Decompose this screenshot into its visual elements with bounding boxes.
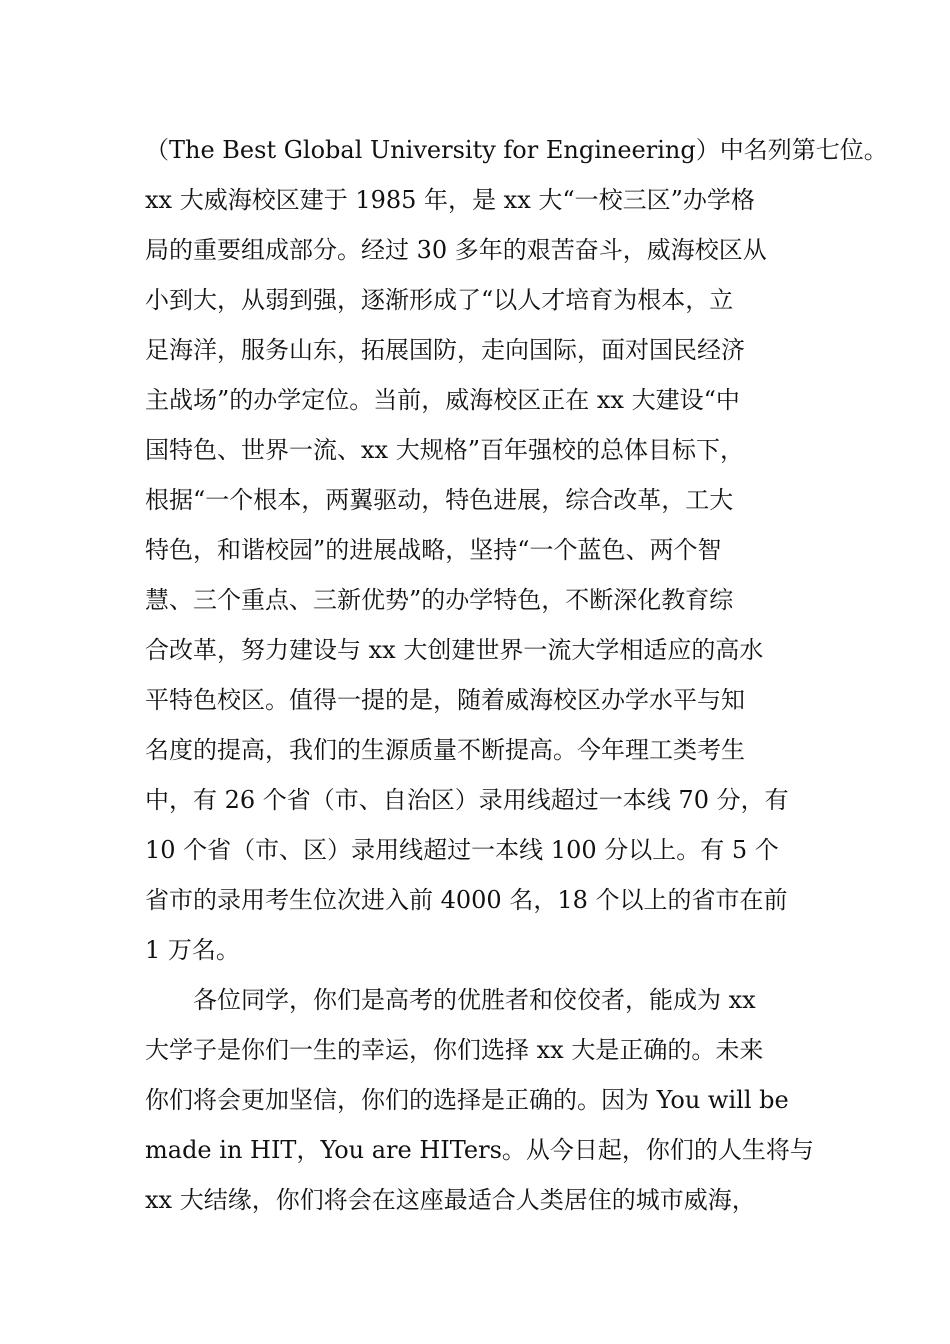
text-line: 中，有 26 个省（市、自治区）录用线超过一本线 70 分，有 [145, 786, 789, 814]
text-line: 合改革，努力建设与 xx 大创建世界一流大学相适应的高水 [145, 636, 764, 664]
text-line: 慧、三个重点、三新优势”的办学特色，不断深化教育综 [145, 586, 734, 614]
text-line: 特色，和谐校园”的进展战略，坚持“一个蓝色、两个智 [145, 536, 722, 564]
text-line: （The Best Global University for Engineering）中名列第七位。 [145, 136, 888, 164]
text-line: 足海洋，服务山东，拓展国防，走向国际，面对国民经济 [145, 336, 745, 364]
text-line: 10 个省（市、区）录用线超过一本线 100 分以上。有 5 个 [145, 836, 779, 864]
text-line: xx 大威海校区建于 1985 年，是 xx 大“一校三区”办学格 [145, 186, 755, 214]
text-line: 根据“一个根本，两翼驱动，特色进展，综合改革，工大 [145, 486, 734, 514]
text-line: 小到大，从弱到强，逐渐形成了“以人才培育为根本，立 [145, 286, 734, 314]
text-line: 名度的提高，我们的生源质量不断提高。今年理工类考生 [145, 736, 745, 764]
text-line: 你们将会更加坚信，你们的选择是正确的。因为 You will be [145, 1086, 789, 1114]
text-line: 局的重要组成部分。经过 30 多年的艰苦奋斗，威海校区从 [145, 236, 767, 264]
text-line: 主战场”的办学定位。当前，威海校区正在 xx 大建设“中 [145, 386, 740, 414]
body-text [145, 125, 888, 1225]
text-line: xx 大结缘，你们将会在这座最适合人类居住的城市威海， [145, 1186, 756, 1214]
text-line: 平特色校区。值得一提的是，随着威海校区办学水平与知 [145, 686, 745, 714]
text-line: 国特色、世界一流、xx 大规格”百年强校的总体目标下， [145, 436, 744, 464]
text-line: made in HIT，You are HITers。从今日起，你们的人生将与 [145, 1136, 814, 1164]
paragraph-first-line: 各位同学，你们是高考的优胜者和佼佼者，能成为 xx [193, 986, 756, 1014]
text-line: 大学子是你们一生的幸运，你们选择 xx 大是正确的。未来 [145, 1036, 764, 1064]
text-line: 省市的录用考生位次进入前 4000 名，18 个以上的省市在前 [145, 886, 788, 914]
text-line: 1 万名。 [145, 936, 240, 964]
